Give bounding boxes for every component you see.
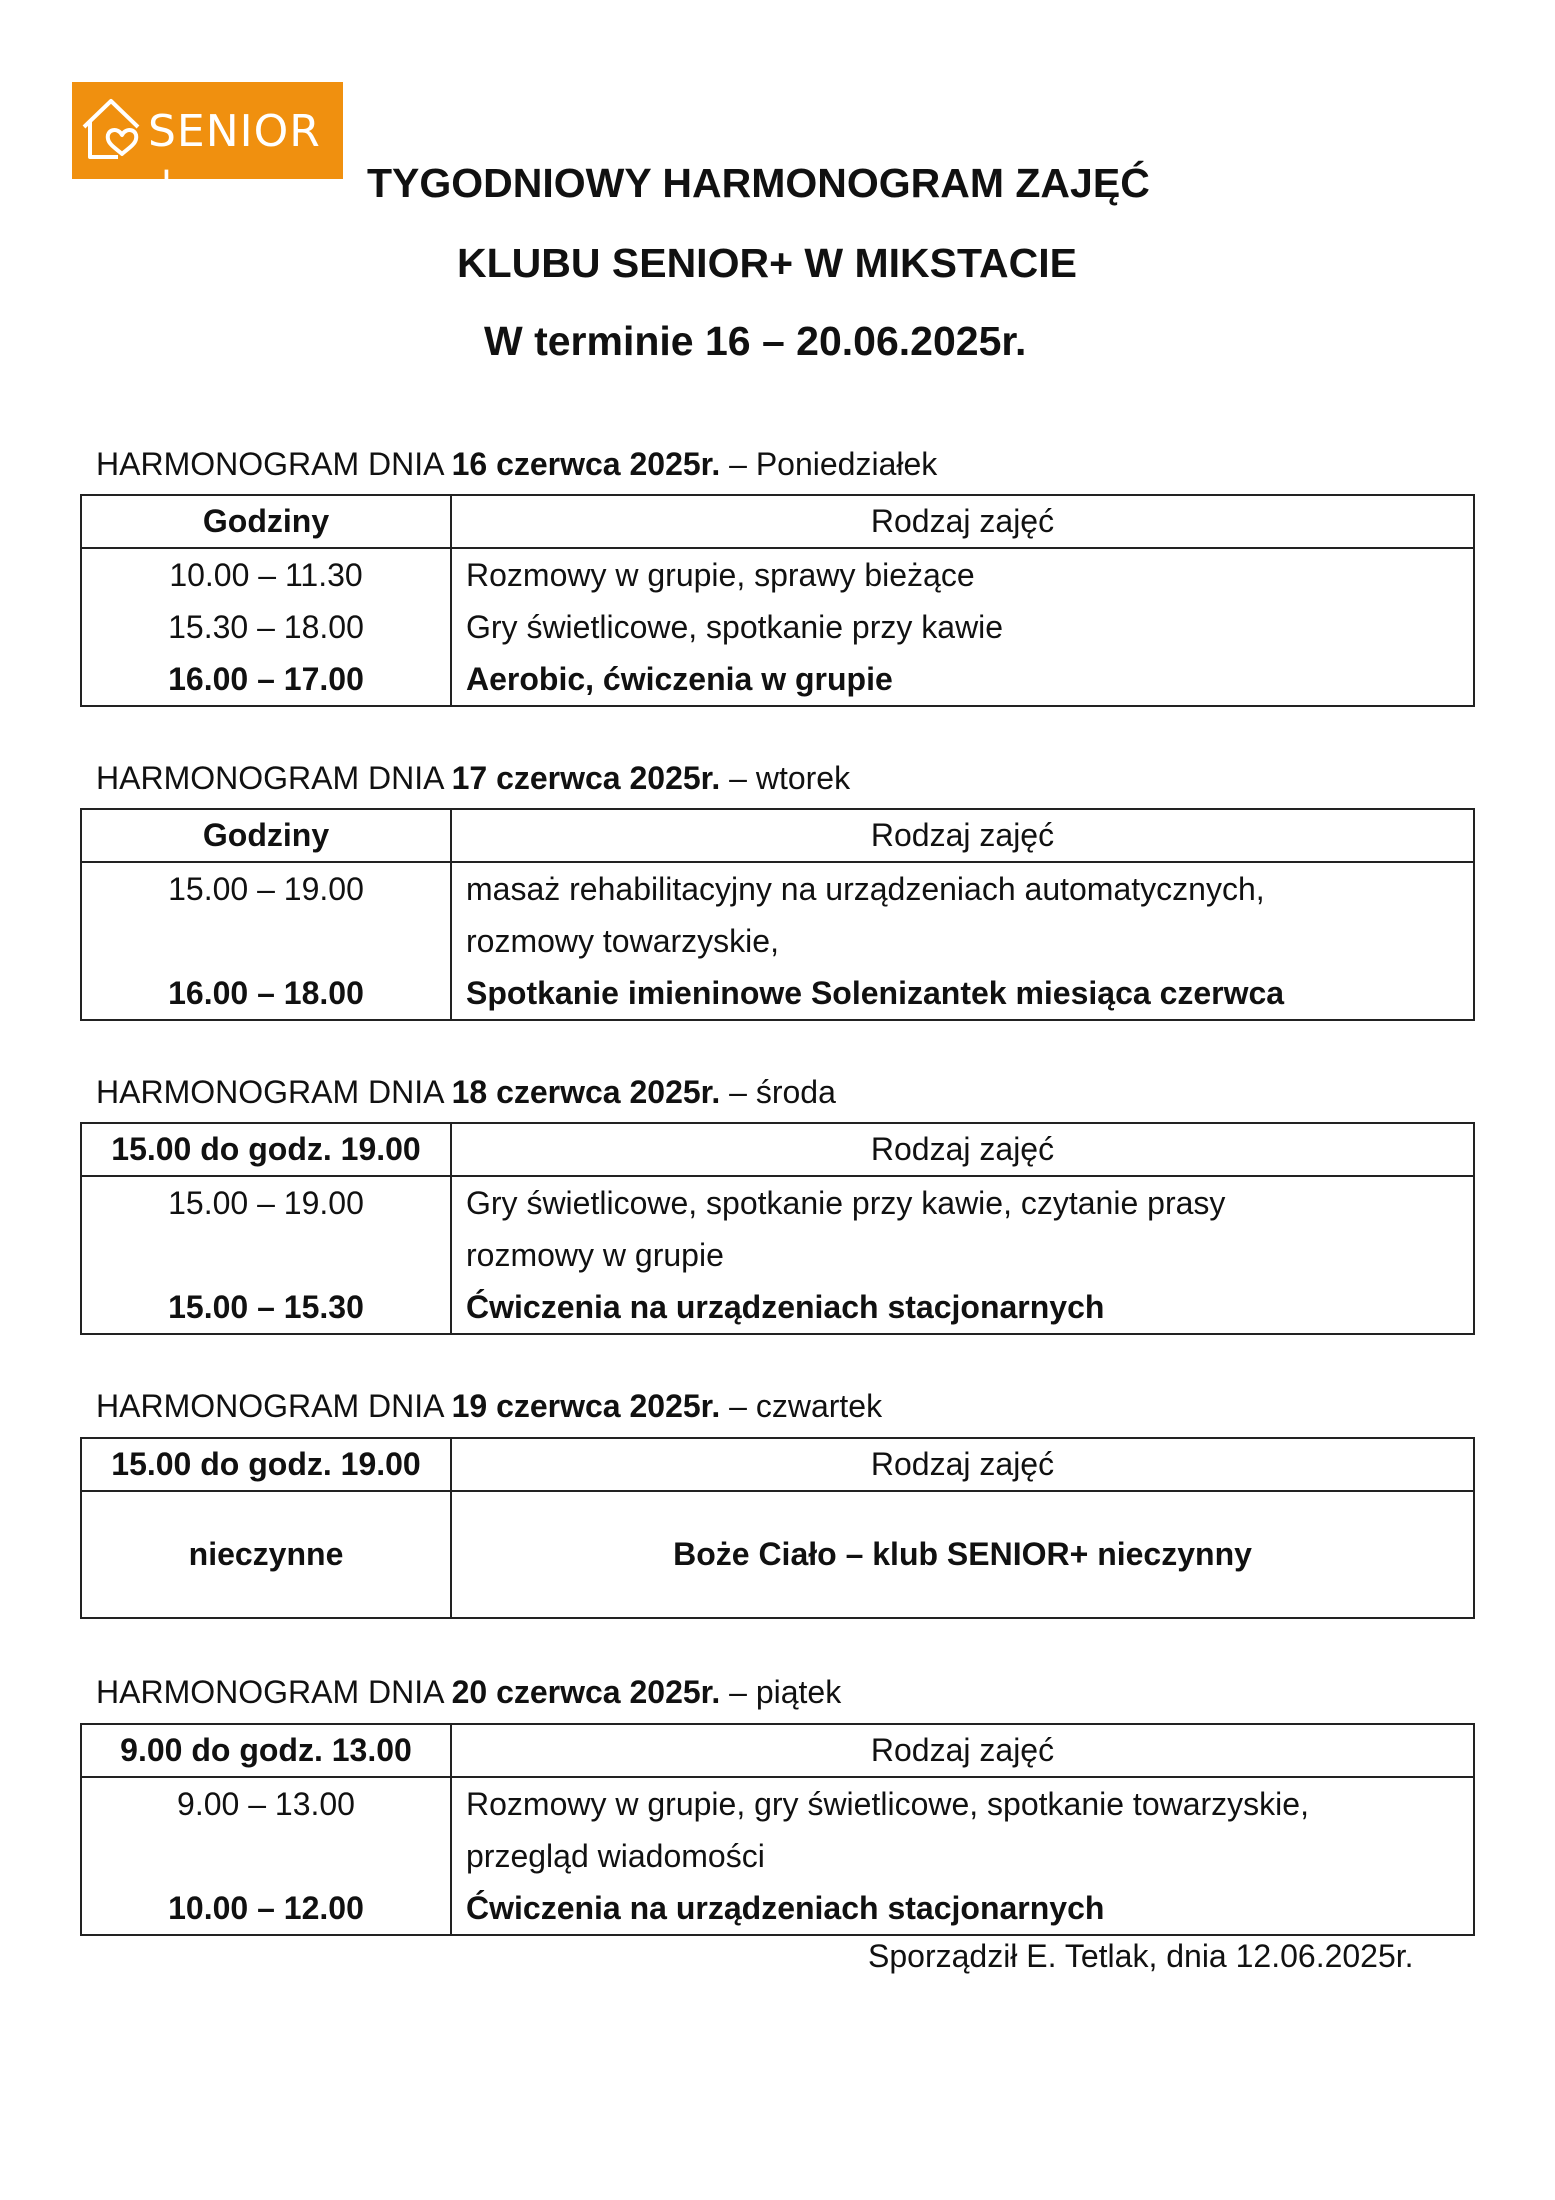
title-line-3: W terminie 16 – 20.06.2025r. bbox=[484, 318, 1027, 364]
activity-cell: rozmowy w grupie bbox=[466, 1237, 724, 1273]
table-row bbox=[81, 1777, 1474, 1935]
time-cell bbox=[82, 1830, 450, 1882]
time-cell: 16.00 – 17.00 bbox=[168, 661, 364, 697]
time-cell: 16.00 – 18.00 bbox=[168, 975, 364, 1011]
time-cell bbox=[82, 1229, 450, 1281]
logo-text: SENIOR + bbox=[148, 106, 321, 208]
column-header-hours: Godziny bbox=[81, 495, 451, 548]
column-header-activity: Rodzaj zajęć bbox=[451, 495, 1474, 548]
schedule-table bbox=[80, 1723, 1475, 1936]
schedule-table bbox=[80, 1122, 1475, 1335]
time-cell: 10.00 – 11.30 bbox=[169, 557, 363, 593]
column-header-hours: Godziny bbox=[81, 809, 451, 862]
activity-cell: Aerobic, ćwiczenia w grupie bbox=[466, 661, 893, 697]
activity-cell: Gry świetlicowe, spotkanie przy kawie bbox=[466, 609, 1004, 645]
table-row bbox=[81, 548, 1474, 706]
activity-cell: Ćwiczenia na urządzeniach stacjonarnych bbox=[466, 1890, 1105, 1926]
column-header-activity: Rodzaj zajęć bbox=[451, 1123, 1474, 1176]
column-header-hours: 15.00 do godz. 19.00 bbox=[81, 1123, 451, 1176]
table-row bbox=[81, 1176, 1474, 1334]
table-row bbox=[81, 1491, 1474, 1618]
footer-signature: Sporządził E. Tetlak, dnia 12.06.2025r. bbox=[868, 1938, 1414, 1974]
column-header-activity: Rodzaj zajęć bbox=[451, 809, 1474, 862]
closed-time-cell: nieczynne bbox=[188, 1536, 344, 1572]
column-header-activity: Rodzaj zajęć bbox=[451, 1724, 1474, 1777]
title-line-1: TYGODNIOWY HARMONOGRAM ZAJĘĆ bbox=[367, 160, 1150, 206]
column-header-hours: 15.00 do godz. 19.00 bbox=[81, 1438, 451, 1491]
day-heading: HARMONOGRAM DNIA 17 czerwca 2025r. – wtorek bbox=[96, 760, 851, 796]
activity-cell: Spotkanie imieninowe Solenizantek miesiąca czerwca bbox=[466, 975, 1285, 1011]
time-cell: 15.30 – 18.00 bbox=[168, 609, 364, 645]
schedule-table bbox=[80, 808, 1475, 1021]
time-cell: 10.00 – 12.00 bbox=[168, 1890, 364, 1926]
day-heading: HARMONOGRAM DNIA 20 czerwca 2025r. – piątek bbox=[96, 1674, 842, 1710]
time-cell: 15.00 – 15.30 bbox=[168, 1289, 364, 1325]
schedule-table bbox=[80, 494, 1475, 707]
senior-plus-logo bbox=[72, 82, 343, 208]
schedule-table bbox=[80, 1437, 1475, 1619]
closed-activity-cell: Boże Ciało – klub SENIOR+ nieczynny bbox=[673, 1536, 1252, 1572]
time-cell: 15.00 – 19.00 bbox=[168, 1185, 364, 1221]
activity-cell: rozmowy towarzyskie, bbox=[466, 923, 779, 959]
time-cell: 9.00 – 13.00 bbox=[177, 1786, 355, 1822]
time-cell: 15.00 – 19.00 bbox=[168, 871, 364, 907]
activity-cell: Gry świetlicowe, spotkanie przy kawie, czytanie prasy bbox=[466, 1185, 1226, 1221]
house-heart-icon bbox=[78, 91, 144, 169]
activity-cell: Rozmowy w grupie, sprawy bieżące bbox=[466, 557, 975, 593]
activity-cell: Rozmowy w grupie, gry świetlicowe, spotkanie towarzyskie, bbox=[466, 1786, 1309, 1822]
activity-cell: przegląd wiadomości bbox=[466, 1838, 765, 1874]
time-cell bbox=[82, 915, 450, 967]
table-row bbox=[81, 862, 1474, 1020]
day-heading: HARMONOGRAM DNIA 18 czerwca 2025r. – środa bbox=[96, 1074, 836, 1110]
activity-cell: masaż rehabilitacyjny na urządzeniach automatycznych, bbox=[466, 871, 1265, 907]
title-line-2: KLUBU SENIOR+ W MIKSTACIE bbox=[457, 240, 1077, 286]
day-heading: HARMONOGRAM DNIA 19 czerwca 2025r. – czwartek bbox=[96, 1388, 883, 1424]
column-header-activity: Rodzaj zajęć bbox=[451, 1438, 1474, 1491]
column-header-hours: 9.00 do godz. 13.00 bbox=[81, 1724, 451, 1777]
activity-cell: Ćwiczenia na urządzeniach stacjonarnych bbox=[466, 1289, 1105, 1325]
day-heading: HARMONOGRAM DNIA 16 czerwca 2025r. – Poniedziałek bbox=[96, 446, 938, 482]
